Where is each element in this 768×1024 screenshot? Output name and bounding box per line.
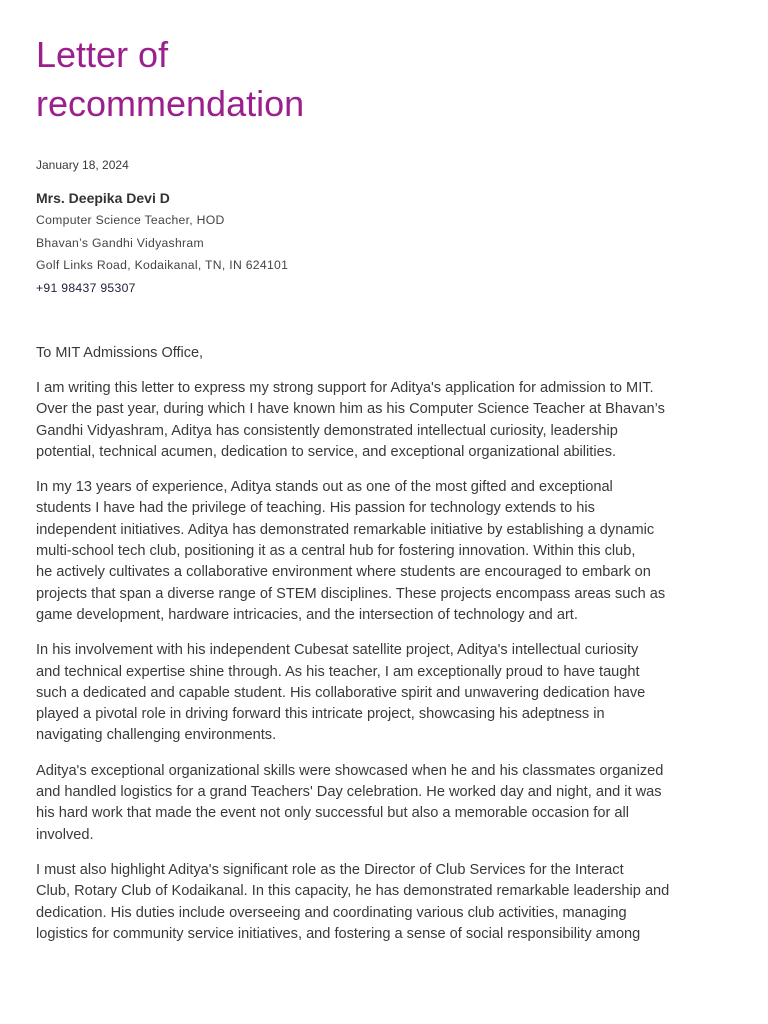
salutation: To MIT Admissions Office, [36, 345, 204, 361]
paragraph-line: Over the past year, during which I have known him as his Computer Science Teacher at Bhavan’s [36, 401, 665, 418]
paragraph-line: projects that span a diverse range of STEM disciplines. These projects encompass areas such as [36, 585, 666, 602]
paragraph-line: navigating challenging environments. [36, 727, 277, 744]
paragraph-line: involved. [36, 826, 94, 843]
paragraph-line: dedication. His duties include overseeing and coordinating various club activities, managing [36, 904, 627, 921]
sender-school: Bhavan’s Gandhi Vidyashram [36, 235, 204, 250]
body-paragraph [36, 860, 736, 945]
paragraph-line: played a pivotal role in driving forward this intricate project, showcasing his adeptness in [36, 706, 605, 723]
paragraph-line: independent initiatives. Aditya has demonstrated remarkable initiative by establishing a dynamic [36, 521, 655, 538]
sender-position: Computer Science Teacher, HOD [36, 213, 225, 227]
paragraph-line: multi-school tech club, positioning it as a central hub for fostering innovation. Within this club, [36, 543, 636, 560]
paragraph-line: Aditya's exceptional organizational skills were showcased when he and his classmates organized [36, 762, 664, 779]
paragraph-line: he actively cultivates a collaborative environment where students are encouraged to embark on [36, 564, 651, 581]
letter-title [36, 30, 736, 128]
letter-date: January 18, 2024 [36, 158, 129, 172]
paragraph-line: I am writing this letter to express my strong support for Aditya's application for admission to MIT. [36, 380, 654, 396]
body-paragraph [36, 640, 736, 746]
paragraph-line: his hard work that made the event not only successful but also a memorable occasion for all [36, 805, 629, 822]
paragraph-line: and technical expertise shine through. As his teacher, I am exceptionally proud to have taught [36, 663, 640, 680]
body-paragraph [36, 477, 736, 626]
paragraph-line: potential, technical acumen, dedication to service, and exceptional organizational abilities. [36, 443, 617, 460]
paragraph-line: and handled logistics for a grand Teachers' Day celebration. He worked day and night, and it was [36, 784, 662, 801]
sender-phone: +91 98437 95307 [36, 280, 136, 295]
body-paragraph [36, 761, 736, 846]
paragraph-line: Gandhi Vidyashram, Aditya has consistently demonstrated intellectual curiosity, leadership [36, 422, 618, 439]
paragraph-line: logistics for community service initiatives, and fostering a sense of social responsibility among [36, 925, 641, 942]
letter-page [36, 30, 736, 945]
paragraph-line: students I have had the privilege of teaching. His passion for technology extends to his [36, 500, 595, 517]
paragraph-line: Club, Rotary Club of Kodaikanal. In this capacity, he has demonstrated remarkable leadership and [36, 883, 670, 900]
paragraph-line: In my 13 years of experience, Aditya stands out as one of the most gifted and exceptional [36, 479, 613, 496]
paragraph-line: I must also highlight Aditya's significant role as the Director of Club Services for the Interact [36, 861, 624, 878]
title-line: recommendation [36, 83, 305, 124]
sender-name: Mrs. Deepika Devi D [36, 190, 170, 206]
paragraph-line: such a dedicated and capable student. His collaborative spirit and unwavering dedication have [36, 684, 646, 701]
paragraph-line: In his involvement with his independent Cubesat satellite project, Aditya's intellectual curiosity [36, 642, 639, 659]
sender-address: Golf Links Road, Kodaikanal, TN, IN 624101 [36, 258, 289, 272]
body-paragraph [36, 378, 736, 463]
paragraph-line: game development, hardware intricacies, and the intersection of technology and art. [36, 606, 578, 623]
title-line: Letter of [36, 34, 169, 75]
